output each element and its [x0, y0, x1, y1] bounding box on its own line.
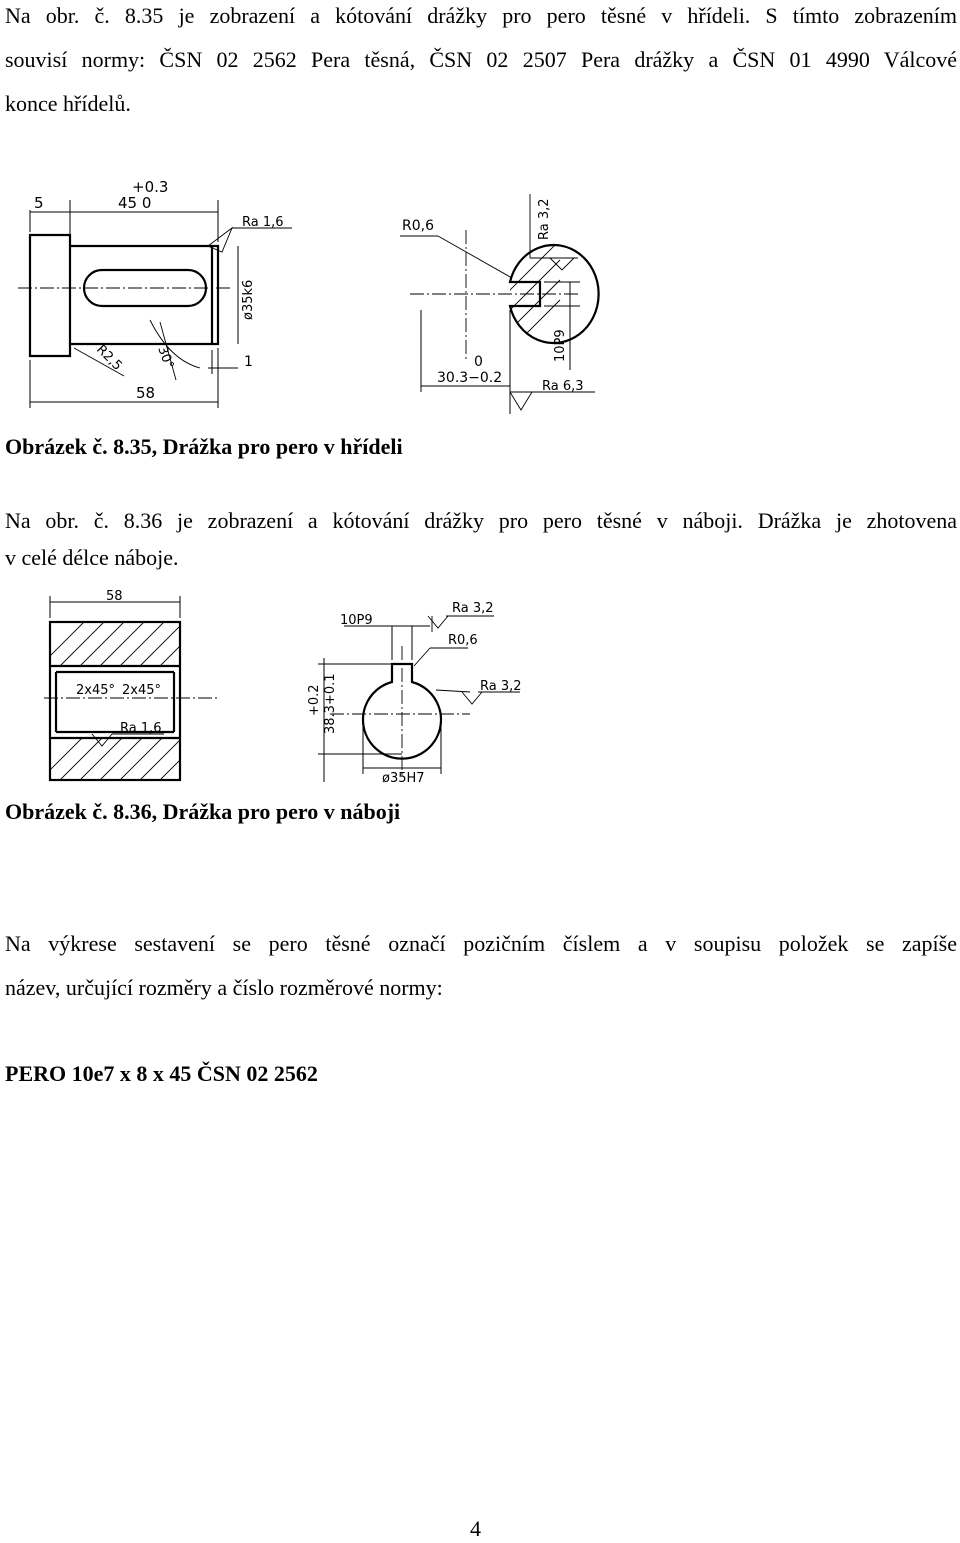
- shaft-keyway-drawing: [0, 170, 640, 420]
- hub-paragraph: [5, 502, 957, 576]
- roughness-ra16-label: Ra 1,6: [242, 215, 284, 230]
- dim-58-label: 58: [106, 589, 123, 604]
- roughness-ra32-label: Ra 3,2: [480, 679, 522, 694]
- key-designation: PERO 10e7 x 8 x 45 ČSN 02 2562: [5, 1061, 318, 1086]
- roughness-ra32-label: Ra 3,2: [452, 601, 494, 616]
- tolerance-zero-label: 0: [474, 354, 483, 370]
- diameter-35h7-label: ø35H7: [382, 771, 425, 786]
- width-10p9-label: 10P9: [340, 613, 373, 628]
- text-line: název, určující rozměry a číslo rozměrové normy:: [5, 975, 443, 1000]
- section-labels: [402, 198, 584, 394]
- assembly-paragraph: [5, 922, 957, 1010]
- dim-5-label: 5: [34, 194, 44, 212]
- hub-section-labels: [307, 601, 522, 786]
- tolerance-label: +0.2: [307, 684, 322, 716]
- radius-r06-label: R0,6: [448, 633, 478, 648]
- dim-1-label: 1: [244, 354, 253, 370]
- dim-303-label: 30.3−0.2: [437, 370, 503, 386]
- text-line: Na výkrese sestavení se pero těsné označí pozičním číslem a v soupisu položek se zapíše: [5, 931, 957, 956]
- angle-30-label: 30°: [154, 344, 177, 372]
- text-line: v celé délce náboje.: [5, 545, 179, 570]
- figure-caption: Obrázek č. 8.35, Drážka pro pero v hřídeli: [5, 434, 403, 459]
- hub-left-labels: [76, 589, 162, 736]
- width-10p9-label: 10P9: [553, 329, 568, 362]
- chamfer-label: 2x45°: [76, 683, 116, 698]
- chamfer-label: 2x45°: [122, 683, 162, 698]
- figure-caption: Obrázek č. 8.36, Drážka pro pero v náboji: [5, 799, 401, 824]
- dim-tolerance-label: +0.3: [132, 178, 169, 196]
- radius-r06-label: R0,6: [402, 218, 434, 234]
- text-line: Na obr. č. 8.36 je zobrazení a kótování drážky pro pero těsné v náboji. Drážka je zhotovena: [5, 508, 957, 533]
- radius-r25-label: R2,5: [93, 342, 125, 374]
- hub-cross-section: [318, 616, 520, 782]
- dim-58-label: 58: [136, 384, 156, 402]
- page-number: 4: [470, 1516, 481, 1541]
- roughness-ra32-label: Ra 3,2: [537, 198, 552, 240]
- text-line: souvisí normy: ČSN 02 2562 Pera těsná, ČSN 02 2507 Pera drážky a ČSN 01 4990 Válcové: [5, 47, 957, 72]
- dim-45-label: 45 0: [118, 194, 152, 212]
- hub-keyway-drawing: [0, 586, 560, 786]
- dim-383-label: 38.3+0.1: [323, 673, 338, 734]
- text-line: Na obr. č. 8.35 je zobrazení a kótování drážky pro pero těsné v hřídeli. S tímto zobrazením: [5, 3, 957, 28]
- diameter-35k6-label: ø35k6: [241, 279, 256, 320]
- intro-paragraph: [5, 0, 957, 126]
- roughness-ra63-label: Ra 6,3: [542, 379, 584, 394]
- roughness-ra16-label: Ra 1,6: [120, 721, 162, 736]
- text-line: konce hřídelů.: [5, 91, 131, 116]
